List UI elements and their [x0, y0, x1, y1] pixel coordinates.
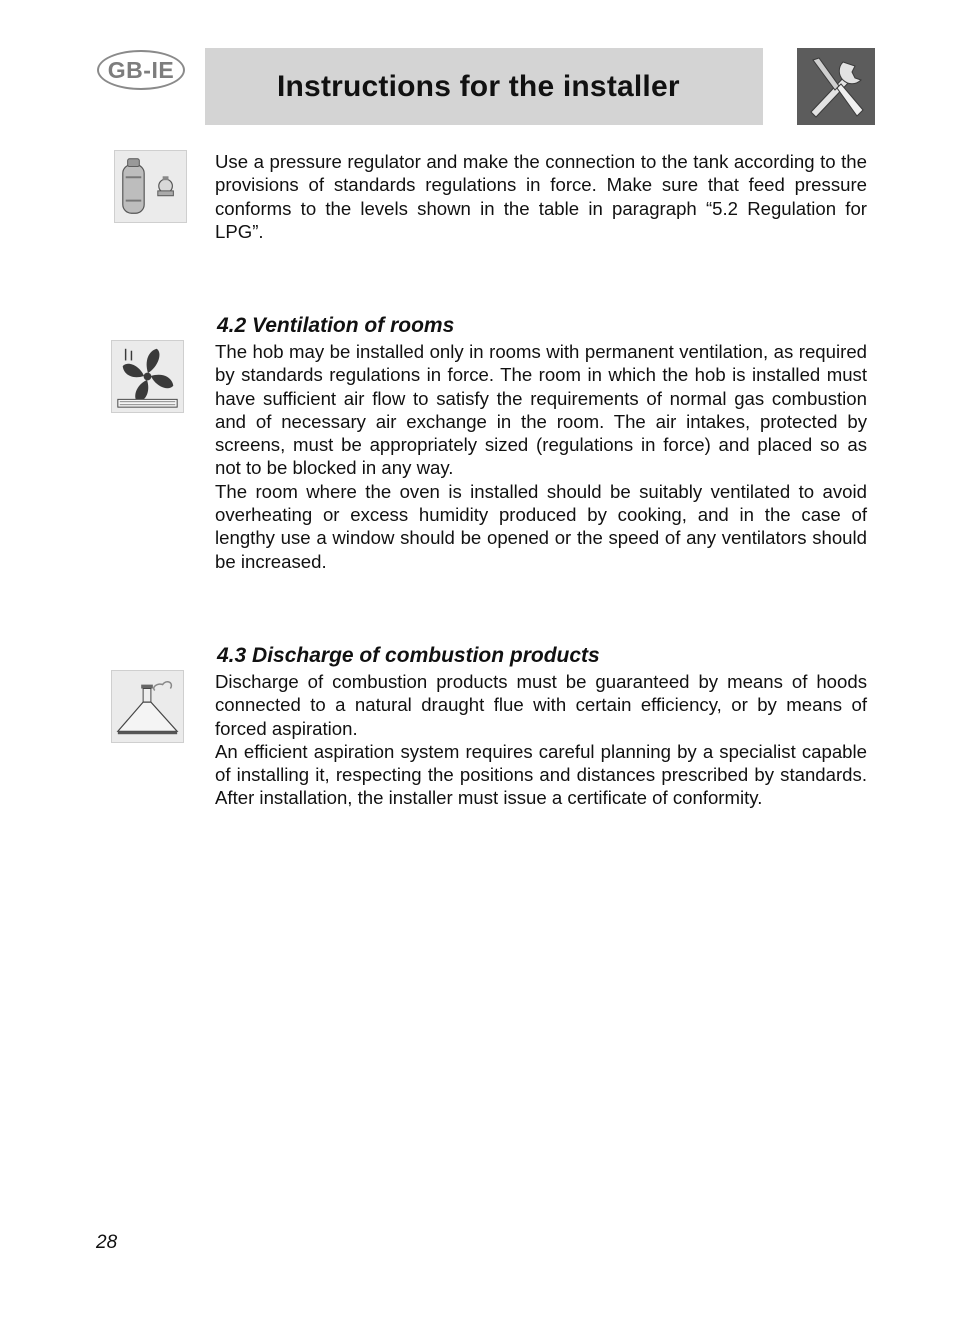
ventilation-paragraph-1: The hob may be installed only in rooms with permanent ventilation, as required by standards regulations in force. The room in which the hob is installed must have sufficient air flow to satisfy the requirements of normal gas combustion and of necessary air exchange in the room. The air intakes, protected by screens, must be appropriately sized (regulations in force) and placed so as not to be blocked in any way. [215, 341, 867, 479]
discharge-paragraph-1: Discharge of combustion products must be guaranteed by means of hoods connected to a natural draught flue with certain efficiency, or by means of forced aspiration. [215, 671, 867, 739]
page-number: 28 [96, 1232, 118, 1253]
extractor-hood-icon [111, 670, 184, 743]
gas-cylinder-icon [114, 150, 187, 223]
discharge-paragraph-2: An efficient aspiration system requires careful planning by a specialist capable of installing it, respecting the positions and distances prescribed by standards. After installation, the installer must issue a certificate of conformity. [215, 740, 867, 809]
discharge-text [215, 670, 867, 810]
intro-paragraph: Use a pressure regulator and make the connection to the tank according to the provisions of standards regulations in force. Make sure that feed pressure conforms to the levels shown in the table in paragraph “5.2 Regulation for LPG”. [215, 151, 867, 242]
region-badge: GB-IE [97, 50, 185, 90]
ventilation-fan-icon [111, 340, 184, 413]
page-title: Instructions for the installer [277, 69, 680, 103]
ventilation-paragraph-2: The room where the oven is installed should be suitably ventilated to avoid overheating or excess humidity produced by cooking, and in the case of lengthy use a window should be opened or the speed of any ventilators should be increased. [215, 480, 867, 572]
discharge-heading: 4.3 Discharge of combustion products [217, 644, 600, 667]
intro-text [215, 150, 867, 243]
ventilation-text [215, 340, 867, 573]
tools-icon [797, 48, 875, 125]
ventilation-heading: 4.2 Ventilation of rooms [217, 314, 455, 337]
title-bar [205, 48, 763, 125]
